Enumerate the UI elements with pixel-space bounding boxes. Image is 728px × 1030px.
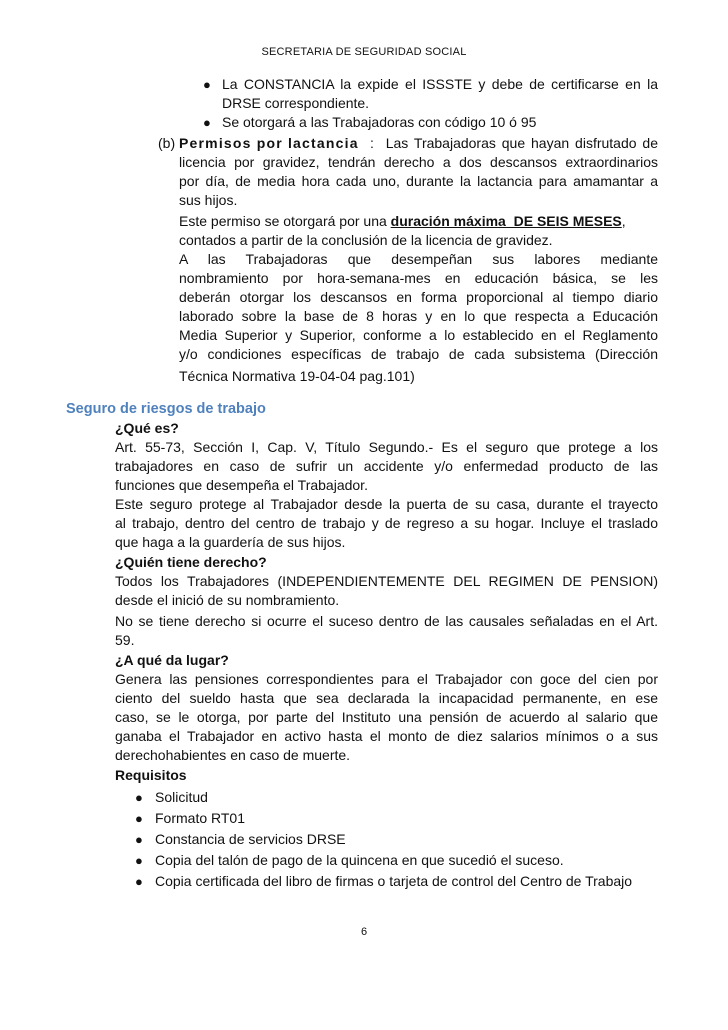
requisito-item: Copia certificada del libro de firmas o tarjeta de control del Centro de Trabajo [155,873,633,889]
paragraph-line: ganaba el Trabajador en activo hasta el monto de diez salarios mínimos o a sus [115,728,658,744]
bullet-dot: ● [203,77,211,92]
permisos-line: y/o condiciones específicas de trabajo de cada subsistema (Dirección [179,346,658,362]
permisos-line: Técnica Normativa 19-04-04 pag.101) [179,368,415,384]
paragraph-line: funciones que desempeña el Trabajador. [115,477,368,493]
question-heading: ¿Qué es? [115,420,179,436]
paragraph-line: trabajadores en caso de sufrir un accidente y/o enfermedad producto de las [115,458,658,474]
bullet-dot: ● [135,790,143,805]
paragraph-line: No se tiene derecho si ocurre el suceso dentro de las causales señaladas en el Art. [115,613,658,629]
requisito-item: Solicitud [155,789,208,805]
paragraph-line: derechohabientes en caso de muerte. [115,747,351,763]
permisos-duration: duración máxima DE SEIS MESES [390,213,622,229]
bullet-dot: ● [135,874,143,889]
paragraph-line: ciento del sueldo hasta que sea declarada la incapacidad permanente, en ese [115,690,658,706]
requisito-item: Copia del talón de pago de la quincena en que sucedió el suceso. [155,852,564,868]
permisos-text: Este permiso se otorgará por una [179,213,391,229]
permisos-line [179,134,658,153]
permisos-line: Media Superior y Superior, conforme a lo establecido en el Reglamento [179,327,658,343]
question-heading: ¿Quién tiene derecho? [115,554,267,570]
requisito-item: Constancia de servicios DRSE [155,831,346,847]
bullet-dot: ● [135,832,143,847]
bullet-dot: ● [135,811,143,826]
permisos-line: deberán otorgar los descansos en forma proporcional al tiempo diario [179,289,658,305]
requisito-item: Formato RT01 [155,810,245,826]
permisos-line: licencia por gravidez, tendrán derecho a dos descansos extraordinarios [179,154,658,170]
list-marker: (b) [158,135,176,151]
permisos-text: , [621,213,626,229]
permisos-line: nombramiento por hora-semana-mes en educación básica, se les [179,270,658,286]
paragraph-line: Art. 55-73, Sección I, Cap. V, Título Segundo.- Es el seguro que protege a los [115,439,658,455]
permisos-line [179,212,626,231]
permisos-line: A las Trabajadoras que desempeñan sus labores mediante [179,251,658,267]
permisos-term: Permisos por lactancia [179,135,359,151]
permisos-line: laborado sobre la base de 8 horas y en lo que respecta a Educación [179,308,658,324]
paragraph-line: Genera las pensiones correspondientes para el Trabajador con goce del cien por [115,671,658,687]
bullet-dot: ● [203,115,211,130]
page-header: SECRETARIA DE SEGURIDAD SOCIAL [261,46,467,58]
permisos-line: por día, de media hora cada uno, durante la lactancia para amamantar a [179,173,658,189]
question-heading: ¿A qué da lugar? [115,652,229,668]
paragraph-line: caso, se le otorga, por parte del Instituto una pensión de acuerdo al salario que [115,709,658,725]
bullet-text: La CONSTANCIA la expide el ISSSTE y debe de certificarse en la [222,76,658,92]
permisos-text: : Las Trabajadoras que hayan disfrutado de [370,135,658,151]
paragraph-line: Todos los Trabajadores (INDEPENDIENTEMENTE DEL REGIMEN DE PENSION) [115,573,658,589]
bullet-text: Se otorgará a las Trabajadoras con código 10 ó 95 [222,114,537,130]
paragraph-line: que haga a la guardería de sus hijos. [115,534,346,550]
requisitos-heading: Requisitos [115,767,187,783]
section-title: Seguro de riesgos de trabajo [66,401,266,417]
bullet-dot: ● [135,853,143,868]
permisos-line: sus hijos. [179,192,238,208]
paragraph-line: 59. [115,632,135,648]
bullet-text: DRSE correspondiente. [222,95,370,111]
permisos-line: contados a partir de la conclusión de la licencia de gravidez. [179,232,553,248]
paragraph-line: al trabajo, dentro del centro de trabajo y de regreso a su hogar. Incluye el traslado [115,515,658,531]
paragraph-line: Este seguro protege al Trabajador desde la puerta de su casa, durante el trayecto [115,496,658,512]
page-number: 6 [360,926,368,938]
paragraph-line: desde el inició de su nombramiento. [115,592,340,608]
